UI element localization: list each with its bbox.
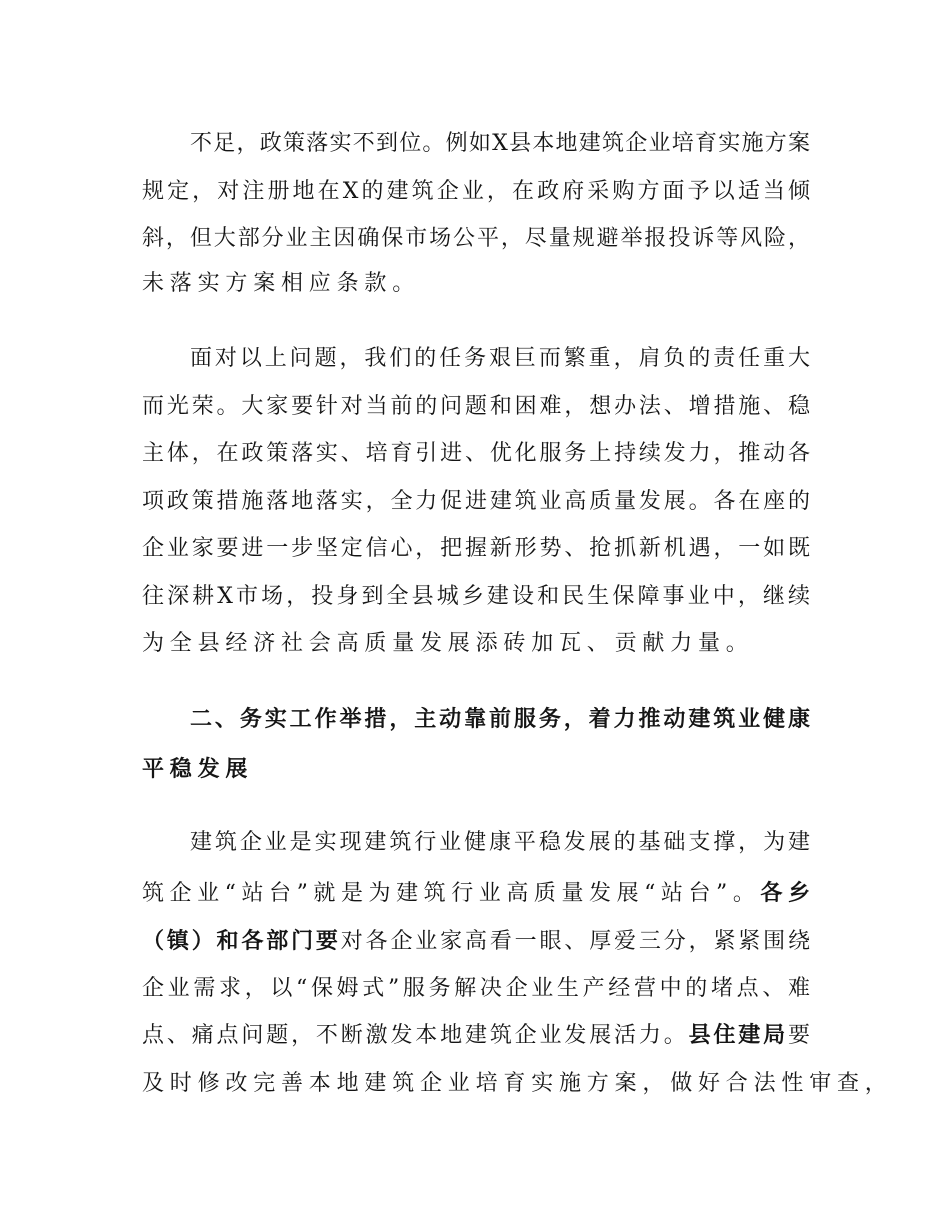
paragraph-line	[142, 629, 810, 659]
text: 而光荣。大家要针对当前的问题和困难，想办法、增措施、稳	[142, 394, 810, 419]
text: 斜，但大部分业主因确保市场公平，尽量规避举报投诉等风险，	[142, 226, 810, 251]
text: 筑企业“站台”就是为建筑行业高质量发展“站台”。	[142, 881, 761, 906]
paragraph-line	[190, 828, 810, 858]
text: 规定，对注册地在X的建筑企业，在政府采购方面予以适当倾	[142, 179, 810, 204]
section-heading-line	[142, 755, 810, 785]
paragraph-line	[190, 129, 810, 159]
paragraph-line	[142, 224, 810, 254]
paragraph-line	[142, 974, 810, 1004]
text: 及时修改完善本地建筑企业培育实施方案，做好合法性审查，	[142, 1071, 893, 1096]
text: 项政策措施落地落实，全力促进建筑业高质量发展。各在座的	[142, 489, 810, 514]
paragraph-line	[142, 487, 810, 517]
text: 面对以上问题，我们的任务艰巨而繁重，肩负的责任重大	[190, 346, 810, 371]
text: 对各企业家高看一眼、厚爱三分，紧紧围绕	[340, 929, 810, 954]
bold-text: 各乡	[760, 881, 810, 906]
bold-text: （镇）和各部门要	[142, 929, 341, 954]
paragraph-line	[142, 269, 810, 299]
text: 点、痛点问题，不断激发本地建筑企业发展活力。	[142, 1023, 689, 1048]
text: 平稳发展	[142, 757, 254, 782]
text: 要	[787, 1023, 810, 1048]
text: 建筑企业是实现建筑行业健康平稳发展的基础支撑，为建	[190, 830, 810, 855]
text: 未落实方案相应条款。	[142, 271, 421, 296]
paragraph-line	[142, 392, 810, 422]
paragraph-line	[142, 1021, 810, 1051]
paragraph-line	[142, 927, 810, 957]
text: 主体，在政策落实、培育引进、优化服务上持续发力，推动各	[142, 441, 810, 466]
paragraph-line	[142, 879, 810, 909]
paragraph-line	[142, 534, 810, 564]
paragraph-line	[190, 344, 810, 374]
text: 企业需求，以“保姆式”服务解决企业生产经营中的堵点、难	[142, 976, 810, 1001]
text: 企业家要进一步坚定信心，把握新形势、抢抓新机遇，一如既	[142, 536, 810, 561]
text: 为全县经济社会高质量发展添砖加瓦、贡献力量。	[142, 631, 754, 656]
bold-text: 县住建局	[688, 1023, 788, 1048]
text: 不足，政策落实不到位。例如X县本地建筑企业培育实施方案	[190, 131, 810, 156]
text: 二、务实工作举措，主动靠前服务，着力推动建筑业健康	[190, 707, 810, 732]
paragraph-line	[142, 582, 810, 612]
paragraph-line	[142, 439, 810, 469]
section-heading-line	[190, 705, 810, 735]
text: 往深耕X市场，投身到全县城乡建设和民生保障事业中，继续	[142, 584, 810, 609]
paragraph-line	[142, 177, 810, 207]
paragraph-line	[142, 1069, 893, 1099]
